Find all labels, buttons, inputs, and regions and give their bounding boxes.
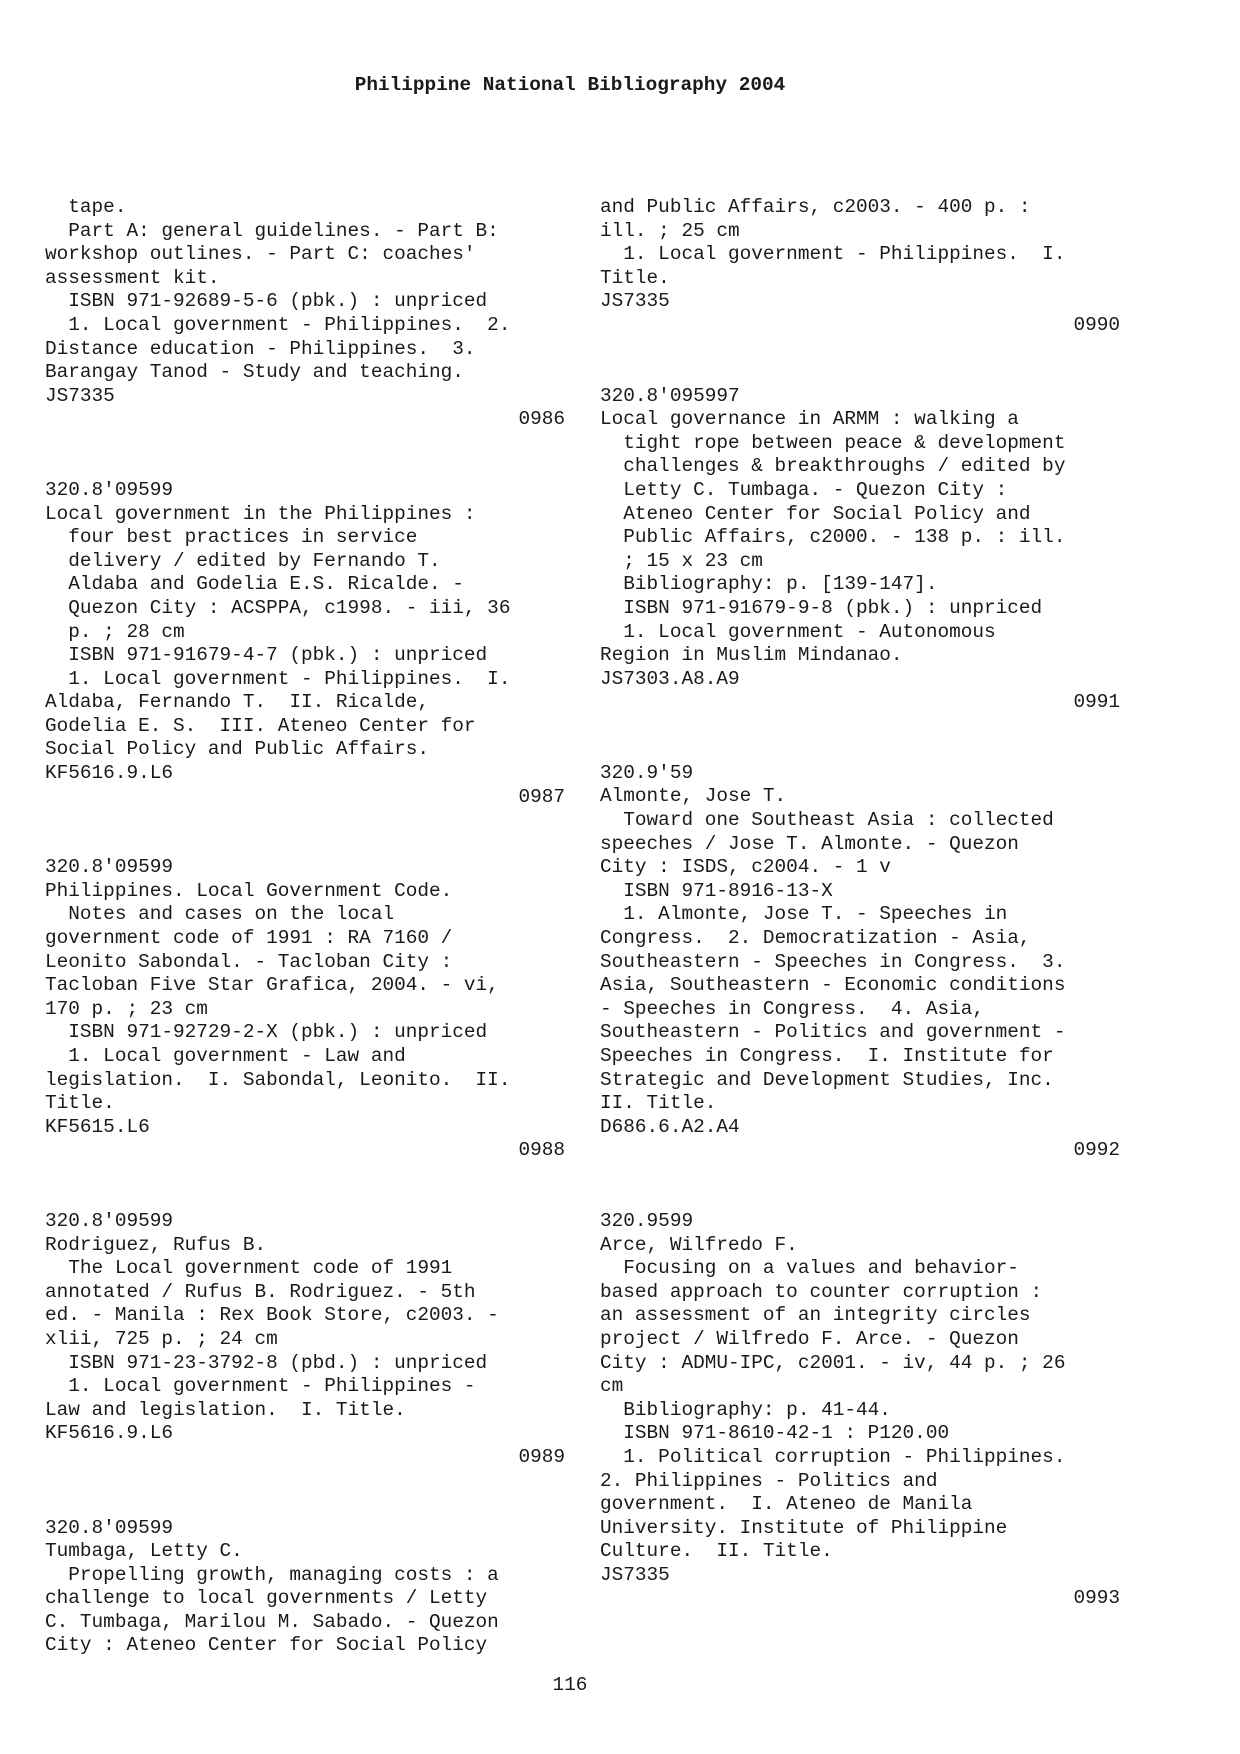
bibliography-entry	[600, 385, 1120, 715]
entry-number: 0988	[518, 1139, 565, 1162]
entry-line: City : ISDS, c2004. - 1 v	[600, 856, 891, 879]
entry-line: Public Affairs, c2000. - 138 p. : ill.	[600, 526, 1066, 549]
entry-line: delivery / edited by Fernando T.	[45, 549, 441, 572]
entry-line: Culture. II. Title.	[600, 1540, 833, 1563]
entry-number: 0990	[1073, 313, 1120, 336]
entry-line: JS7303.A8.A9	[600, 667, 740, 690]
entry-line: ISBN 971-23-3792-8 (pbd.) : unpriced	[45, 1351, 488, 1374]
entry-line: Region in Muslim Mindanao.	[600, 644, 903, 667]
entry-line: ISBN 971-8916-13-X	[600, 879, 833, 902]
entry-number: 0991	[1073, 691, 1120, 714]
entry-line: Bibliography: p. 41-44.	[600, 1398, 891, 1421]
entry-line: Bibliography: p. [139-147].	[600, 573, 938, 596]
entry-line: speeches / Jose T. Almonte. - Quezon	[600, 832, 1019, 855]
bibliography-entry	[600, 1210, 1120, 1611]
entry-line: Focusing on a values and behavior-	[600, 1257, 1019, 1280]
entry-line: D686.6.A2.A4	[600, 1115, 740, 1138]
entry-line: tight rope between peace & development	[600, 431, 1066, 454]
entry-line: 1. Local government - Philippines -	[45, 1375, 476, 1398]
entry-line: ISBN 971-8610-42-1 : P120.00	[600, 1422, 950, 1445]
entry-line: Propelling growth, managing costs : a	[45, 1563, 499, 1586]
bibliography-entry	[45, 479, 565, 809]
entry-line: JS7335	[45, 384, 115, 407]
entry-line: 320.8'09599	[45, 1516, 173, 1539]
bibliography-entry	[45, 196, 565, 432]
entry-number: 0989	[518, 1445, 565, 1468]
entry-line: legislation. I. Sabondal, Leonito. II.	[45, 1068, 511, 1091]
entry-line: Letty C. Tumbaga. - Quezon City :	[600, 478, 1008, 501]
entry-number: 0993	[1073, 1587, 1120, 1610]
entry-line: p. ; 28 cm	[45, 620, 185, 643]
entry-line: cm	[600, 1375, 624, 1398]
entry-line: KF5616.9.L6	[45, 1422, 173, 1445]
page-header: Philippine National Bibliography 2004	[354, 74, 786, 96]
entry-line: City : ADMU-IPC, c2001. - iv, 44 p. ; 26	[600, 1351, 1066, 1374]
entry-line: Philippines. Local Government Code.	[45, 879, 453, 902]
entry-line: Almonte, Jose T.	[600, 785, 787, 808]
entry-line: government. I. Ateneo de Manila	[600, 1493, 973, 1516]
entry-line: 1. Local government - Law and	[45, 1045, 406, 1067]
entry-line: government code of 1991 : RA 7160 /	[45, 927, 453, 950]
entry-line: assessment kit.	[45, 266, 220, 289]
entry-number: 0986	[518, 408, 565, 431]
entry-line: 1. Local government - Philippines. I.	[45, 667, 511, 690]
entry-line: II. Title.	[600, 1092, 717, 1115]
entry-line: annotated / Rufus B. Rodriguez. - 5th	[45, 1280, 476, 1303]
entry-line: ISBN 971-92689-5-6 (pbk.) : unpriced	[45, 290, 488, 313]
entry-line: Title.	[45, 1092, 115, 1115]
entry-line: 170 p. ; 23 cm	[45, 997, 208, 1020]
bibliography-entry	[600, 196, 1120, 338]
entry-line: 320.8'09599	[45, 856, 173, 879]
entry-line: Quezon City : ACSPPA, c1998. - iii, 36	[45, 596, 511, 619]
entry-line: Leonito Sabondal. - Tacloban City :	[45, 950, 453, 973]
entry-line: Ateneo Center for Social Policy and	[600, 502, 1031, 525]
bibliography-entry	[45, 1517, 565, 1659]
entry-line: ISBN 971-91679-9-8 (pbk.) : unpriced	[600, 596, 1043, 619]
entry-line: ISBN 971-92729-2-X (pbk.) : unpriced	[45, 1021, 488, 1044]
entry-line: Local government in the Philippines :	[45, 502, 476, 525]
entry-line: 320.8'095997	[600, 384, 740, 407]
entry-line: ISBN 971-91679-4-7 (pbk.) : unpriced	[45, 644, 488, 667]
left-column	[45, 196, 565, 1705]
entry-line: workshop outlines. - Part C: coaches'	[45, 243, 476, 266]
entry-line: Aldaba and Godelia E.S. Ricalde. -	[45, 573, 464, 596]
bibliography-entry	[45, 856, 565, 1163]
entry-line: 1. Almonte, Jose T. - Speeches in	[600, 903, 1008, 926]
entry-line: tape.	[45, 196, 127, 218]
entry-line: Southeastern - Speeches in Congress. 3.	[600, 950, 1066, 973]
entry-line: ; 15 x 23 cm	[600, 549, 763, 572]
entry-line: 320.8'09599	[45, 478, 173, 501]
entry-line: Arce, Wilfredo F.	[600, 1233, 798, 1256]
entry-line: KF5616.9.L6	[45, 762, 173, 785]
entry-line: City : Ateneo Center for Social Policy	[45, 1634, 488, 1657]
entry-line: Congress. 2. Democratization - Asia,	[600, 927, 1031, 950]
entry-line: KF5615.L6	[45, 1115, 150, 1138]
entry-line: - Speeches in Congress. 4. Asia,	[600, 997, 984, 1020]
entry-line: Local governance in ARMM : walking a	[600, 408, 1019, 431]
entry-line: ill. ; 25 cm	[600, 219, 740, 242]
entry-line: University. Institute of Philippine	[600, 1516, 1008, 1539]
entry-line: Social Policy and Public Affairs.	[45, 738, 429, 761]
entry-line: 2. Philippines - Politics and	[600, 1469, 938, 1492]
bibliography-entry	[45, 1210, 565, 1470]
entry-line: 320.8'09599	[45, 1209, 173, 1232]
entry-line: Godelia E. S. III. Ateneo Center for	[45, 714, 476, 737]
entry-line: JS7335	[600, 290, 670, 313]
entry-line: Notes and cases on the local	[45, 903, 395, 926]
bibliography-entry	[600, 762, 1120, 1163]
entry-line: and Public Affairs, c2003. - 400 p. :	[600, 196, 1031, 218]
entry-line: Title.	[600, 266, 670, 289]
entry-line: Barangay Tanod - Study and teaching.	[45, 361, 464, 384]
entry-line: JS7335	[600, 1563, 670, 1586]
entry-line: an assessment of an integrity circles	[600, 1304, 1031, 1327]
entry-line: C. Tumbaga, Marilou M. Sabado. - Quezon	[45, 1610, 499, 1633]
entry-line: Tacloban Five Star Grafica, 2004. - vi,	[45, 974, 499, 997]
entry-line: Aldaba, Fernando T. II. Ricalde,	[45, 691, 429, 714]
entry-line: project / Wilfredo F. Arce. - Quezon	[600, 1327, 1019, 1350]
entry-number: 0992	[1073, 1139, 1120, 1162]
entry-line: 320.9'59	[600, 761, 694, 784]
entry-line: 1. Local government - Philippines. 2.	[45, 313, 511, 336]
entry-line: Distance education - Philippines. 3.	[45, 337, 476, 360]
entry-number: 0987	[518, 785, 565, 808]
right-column	[600, 196, 1120, 1658]
entry-line: four best practices in service	[45, 526, 418, 549]
page-number: 116	[552, 1674, 588, 1696]
entry-line: 1. Political corruption - Philippines.	[600, 1445, 1066, 1468]
entry-line: Strategic and Development Studies, Inc.	[600, 1068, 1054, 1091]
entry-line: Rodriguez, Rufus B.	[45, 1233, 267, 1256]
entry-line: 1. Local government - Philippines. I.	[600, 243, 1066, 266]
entry-line: Law and legislation. I. Title.	[45, 1398, 406, 1421]
entry-line: Tumbaga, Letty C.	[45, 1540, 243, 1563]
entry-line: Toward one Southeast Asia : collected	[600, 809, 1054, 832]
entry-line: challenge to local governments / Letty	[45, 1587, 488, 1610]
entry-line: 1. Local government - Autonomous	[600, 620, 996, 643]
entry-line: 320.9599	[600, 1209, 694, 1232]
entry-line: ed. - Manila : Rex Book Store, c2003. -	[45, 1304, 499, 1327]
entry-line: Asia, Southeastern - Economic conditions	[600, 974, 1066, 997]
entry-line: Part A: general guidelines. - Part B:	[45, 219, 499, 242]
entry-line: The Local government code of 1991	[45, 1257, 453, 1280]
entry-line: based approach to counter corruption :	[600, 1280, 1043, 1303]
entry-line: Speeches in Congress. I. Institute for	[600, 1045, 1054, 1067]
entry-line: challenges & breakthroughs / edited by	[600, 455, 1066, 478]
entry-line: Southeastern - Politics and government -	[600, 1021, 1066, 1044]
entry-line: xlii, 725 p. ; 24 cm	[45, 1327, 278, 1350]
